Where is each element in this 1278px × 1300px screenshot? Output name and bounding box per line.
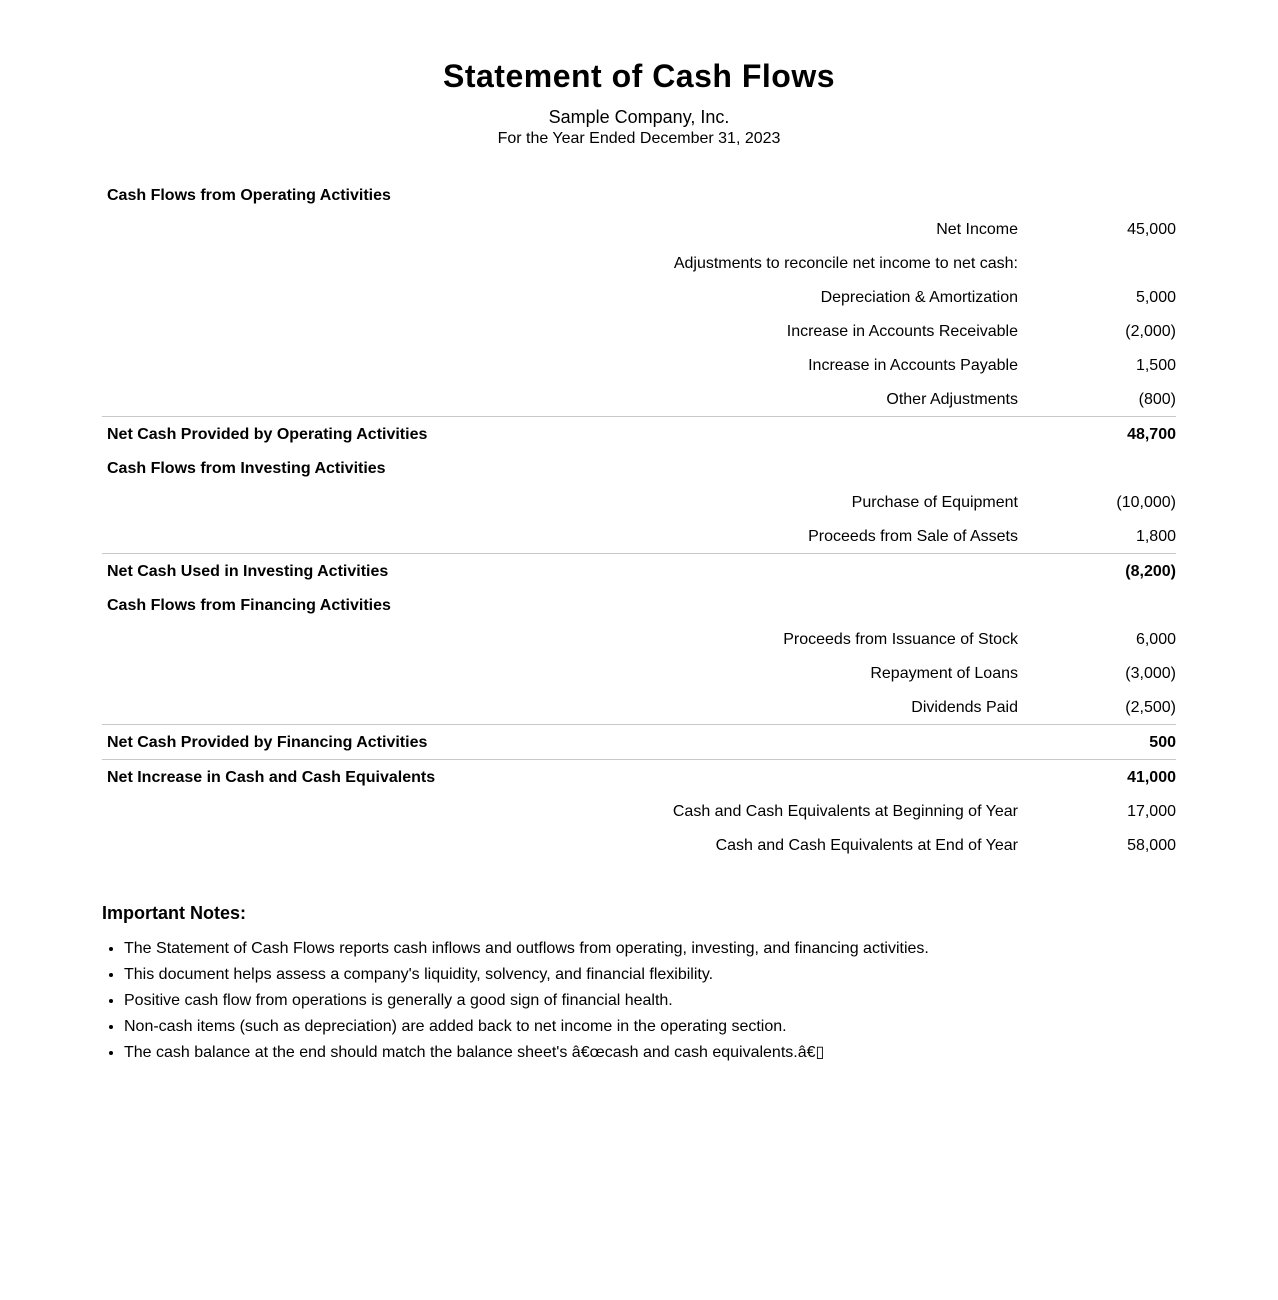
beginning-balance-row	[102, 794, 1176, 828]
section-heading: Cash Flows from Investing Activities	[107, 460, 386, 477]
note-item: • This document helps assess a company's liquidity, solvency, and financial flexibility.	[124, 962, 1176, 988]
line-item-amount: (3,000)	[1125, 665, 1176, 682]
line-item-amount: (800)	[1138, 391, 1176, 408]
line-item-label: Purchase of Equipment	[851, 494, 1018, 511]
reporting-period: For the Year Ended December 31, 2023	[497, 130, 781, 147]
note-item: • Non-cash items (such as depreciation) are added back to net income in the operating section.	[124, 1014, 1176, 1040]
financing-section-header	[102, 588, 1176, 622]
line-item-label: Increase in Accounts Payable	[808, 357, 1018, 374]
important-notes	[102, 902, 1176, 1066]
total-amount: 48,700	[1127, 426, 1176, 443]
line-item-amount: (2,000)	[1125, 323, 1176, 340]
line-item-label: Cash and Cash Equivalents at End of Year	[715, 837, 1018, 854]
section-heading: Cash Flows from Financing Activities	[107, 597, 391, 614]
operating-section-header	[102, 178, 1176, 212]
line-item-row	[102, 382, 1176, 416]
line-item-label: Repayment of Loans	[870, 665, 1018, 682]
cash-flow-statement	[102, 178, 1176, 862]
line-item-amount: 45,000	[1127, 221, 1176, 238]
line-item-label: Net Income	[936, 221, 1018, 238]
line-item-row	[102, 314, 1176, 348]
note-item: • Positive cash flow from operations is generally a good sign of financial health.	[124, 988, 1176, 1014]
line-item-amount: 5,000	[1135, 289, 1176, 306]
line-item-label: Increase in Accounts Receivable	[786, 323, 1018, 340]
operating-total-row	[102, 416, 1176, 451]
line-item-amount: 6,000	[1135, 631, 1176, 648]
notes-heading: Important Notes:	[102, 903, 246, 923]
line-item-amount: 1,500	[1135, 357, 1176, 374]
adjustments-label: Adjustments to reconcile net income to net cash:	[673, 255, 1018, 272]
total-label: Net Cash Provided by Financing Activities	[107, 734, 428, 751]
total-amount: (8,200)	[1125, 563, 1176, 580]
net-increase-row	[102, 759, 1176, 794]
company-name: Sample Company, Inc.	[548, 107, 730, 127]
total-label: Net Cash Used in Investing Activities	[107, 563, 389, 580]
total-label: Net Increase in Cash and Cash Equivalents	[107, 769, 436, 786]
total-amount: 41,000	[1127, 769, 1176, 786]
line-item-amount: 1,800	[1135, 528, 1176, 545]
line-item-label: Depreciation & Amortization	[820, 289, 1018, 306]
page-title: Statement of Cash Flows	[443, 58, 835, 94]
line-item-amount: (2,500)	[1125, 699, 1176, 716]
line-item-row	[102, 690, 1176, 724]
line-item-label: Proceeds from Sale of Assets	[808, 528, 1018, 545]
line-item-row	[102, 656, 1176, 690]
line-item-amount: (10,000)	[1116, 494, 1176, 511]
line-item-row	[102, 519, 1176, 553]
adjustments-row	[102, 246, 1176, 280]
line-item-label: Cash and Cash Equivalents at Beginning of Year	[672, 803, 1018, 820]
total-amount: 500	[1149, 734, 1176, 751]
line-item-row	[102, 280, 1176, 314]
line-item-amount: 17,000	[1127, 803, 1176, 820]
line-item-row	[102, 622, 1176, 656]
ending-balance-row	[102, 828, 1176, 862]
line-item-row	[102, 348, 1176, 382]
line-item-row	[102, 212, 1176, 246]
financing-total-row	[102, 724, 1176, 759]
investing-total-row	[102, 553, 1176, 588]
note-item: • The Statement of Cash Flows reports cash inflows and outflows from operating, investing, and financing activities.	[124, 936, 1176, 962]
line-item-amount: 58,000	[1127, 837, 1176, 854]
investing-section-header	[102, 451, 1176, 485]
line-item-row	[102, 485, 1176, 519]
line-item-label: Proceeds from Issuance of Stock	[783, 631, 1018, 648]
section-heading: Cash Flows from Operating Activities	[107, 187, 391, 204]
line-item-label: Dividends Paid	[911, 699, 1018, 716]
note-item: • The cash balance at the end should match the balance sheet's â€œcash and cash equivalents.â€▯	[124, 1040, 1176, 1066]
total-label: Net Cash Provided by Operating Activities	[107, 426, 428, 443]
notes-list	[102, 936, 1176, 1066]
line-item-label: Other Adjustments	[886, 391, 1018, 408]
